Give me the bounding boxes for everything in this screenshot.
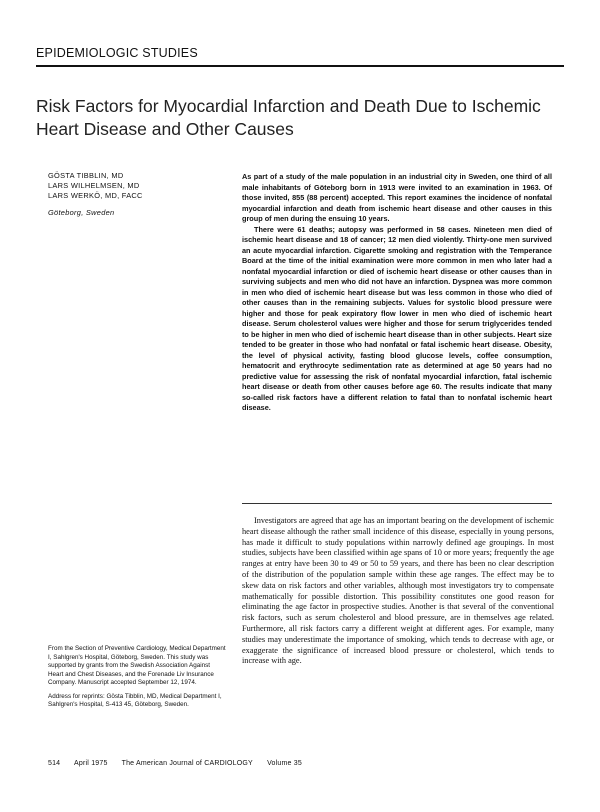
page-footer bbox=[48, 760, 558, 767]
body-text bbox=[242, 516, 554, 667]
footnote bbox=[48, 645, 226, 710]
body-paragraph: Investigators are agreed that age has an important bearing on the development of ischemic heart disease although the rather small incidence of this disease, especially in young persons, has made it difficult to study populations within narrowly defined age groupings. In most studies, subjects have been classified within age spans of 10 or more years; frequently the age ranges at entry have been 30 to 49 or 50 to 59 years, and there has been no clear description of the distribution of the population sample within these age ranges. The effect may be to skew data on risk factors and other variables, although most investigators try to compensate mathematically for possible distortion. This possibility constitutes one good reason for eliminating the age factor in prospective studies. Another is that several of the conventional risk factors, such as serum cholesterol and blood pressure, are in themselves age related. Furthermore, all risk factors carry a different weight at different ages. For example, many studies may underestimate the importance of smoking, which tends to decrease with age, or exaggerate the significance of increased blood pressure or cholesterol, which tends to increase with age. bbox=[242, 516, 554, 666]
footnote-reprints: Address for reprints: Gösta Tibblin, MD, Medical Department I, Sahlgren's Hospital, S-413 45, Göteborg, Sweden. bbox=[48, 692, 222, 708]
abstract-paragraph: There were 61 deaths; autopsy was performed in 58 cases. Nineteen men died of ischemic heart disease and 18 of cancer; 12 men died violently. Thirty-one men survived an acute myocardial infarction. Cigarette smoking and registration with the Temperance Board at the time of the initial examination were more common in men who later had a nonfatal myocardial infarction or died of ischemic heart disease or other causes than in surviving subjects and men who did not have an infarction. Dyspnea was more common in men who died of ischemic heart disease but was less common in those who died of other causes than in the remaining subjects. Values for systolic blood pressure were higher and those for peak expiratory flow lower in men who died of ischemic heart disease. Serum cholesterol values were higher and those for serum triglycerides tended to be higher in men who died of ischemic heart disease than in other subjects. Heart size tended to be greater in those who had nonfatal or fatal ischemic heart disease. Obesity, the level of physical activity, fasting blood glucose levels, coffee consumption, hematocrit and erythrocyte sedimentation rate as determined at age 50 years had no predictive value for assessing the risk of nonfatal myocardial infarction, fatal ischemic heart disease or death from other causes before age 60. The results indicate that many so-called risk factors have a different relation to fatal than to nonfatal ischemic heart disease. bbox=[242, 224, 552, 412]
author-block bbox=[48, 171, 228, 218]
volume-number: Volume 35 bbox=[267, 760, 302, 767]
author-name: GÖSTA TIBBLIN, MD bbox=[48, 171, 124, 180]
section-header: EPIDEMIOLOGIC STUDIES bbox=[36, 46, 198, 60]
abstract-paragraph: As part of a study of the male population in an industrial city in Sweden, one third of all male inhabitants of Göteborg born in 1913 were invited to an examination in 1963. Of those invited, 855 (88 percent) accepted. This report examines the incidence of nonfatal myocardial infarction and death from ischemic heart disease and other causes in this group of men during the ensuing 10 years. bbox=[242, 172, 552, 223]
author-name: LARS WERKÖ, MD, FACC bbox=[48, 191, 143, 200]
footnote-affiliation: From the Section of Preventive Cardiology, Medical Department I, Sahlgren's Hospital, Göteborg, Sweden. This study was supported by grants from the Swedish Association Against Heart and Chest Diseases, and the Forenade Liv Insurance Company. Manuscript accepted September 12, 1974. bbox=[48, 645, 226, 686]
header-rule bbox=[36, 65, 564, 67]
article-title: Risk Factors for Myocardial Infarction and Death Due to Ischemic Heart Disease and Other Causes bbox=[36, 96, 541, 139]
author-affiliation: Göteborg, Sweden bbox=[48, 208, 115, 217]
author-name: LARS WILHELMSEN, MD bbox=[48, 181, 140, 190]
page-number: 514 bbox=[48, 760, 61, 767]
issue-date: April 1975 bbox=[74, 760, 108, 767]
abstract-divider bbox=[242, 503, 552, 504]
journal-name: The American Journal of CARDIOLOGY bbox=[121, 760, 253, 767]
abstract bbox=[242, 172, 552, 414]
